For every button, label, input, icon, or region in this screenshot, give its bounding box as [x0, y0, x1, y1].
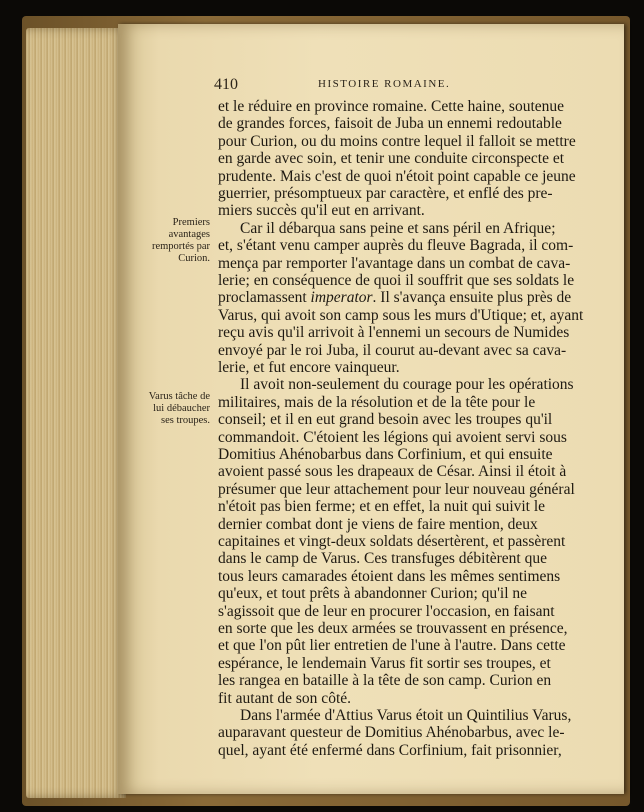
text-line: espérance, le lendemain Varus fit sortir ses troupes, et	[218, 654, 551, 672]
text-line: envoyé par le roi Juba, il courut au-devant avec sa cava-	[218, 341, 567, 359]
text-line: quel, ayant été enfermé dans Corfinium, fait prisonnier,	[218, 741, 562, 759]
page-edges	[26, 28, 126, 798]
text-line: Domitius Ahénobarbus dans Corfinium, et qui ensuite	[218, 446, 553, 463]
text-line: pour Curion, ou du moins contre lequel il falloit se mettre	[218, 132, 576, 150]
text-line: commandoit. C'étoient les légions qui avoient servi sous	[218, 428, 567, 446]
text-line: fit autant de son côté.	[218, 689, 351, 707]
text-line: proclamassent imperator. Il s'avança ensuite plus près de	[218, 289, 572, 307]
text-line: en garde avec soin, et tenir une conduite circonspecte et	[218, 150, 565, 168]
text-line: mença par remporter l'avantage dans un combat de cava-	[218, 254, 571, 272]
text-line: tous leurs camarades étoient dans les mêmes sentimens	[218, 567, 561, 585]
text-line: conseil; et il en eut grand besoin avec les troupes qu'il	[218, 411, 553, 429]
text-line: les rangea en bataille à la tête de son camp. Curion en	[218, 672, 552, 690]
text-line: prudente. Mais c'est de quoi n'étoit point capable ce jeune	[218, 167, 576, 185]
text-line: lerie; en conséquence de quoi il souffrit que ses soldats le	[218, 272, 575, 289]
margin-note-2: Varus tâche de lui débaucher ses troupes.	[148, 391, 210, 426]
running-head-title: HISTOIRE ROMAINE.	[318, 78, 451, 90]
page-number: 410	[214, 76, 238, 93]
book-page	[118, 24, 624, 794]
text-line: dernier combat dont je viens de faire mention, deux	[218, 515, 538, 533]
text-line: reçu avis qu'il arrivoit à l'ennemi un secours de Numides	[218, 324, 570, 342]
text-line: de grandes forces, faisoit de Juba un ennemi redoutable	[218, 115, 562, 133]
text-line: s'agissoit que de leur en procurer l'occasion, en faisant	[218, 602, 555, 620]
text-line: et, s'étant venu camper auprès du fleuve Bagrada, il com-	[218, 237, 574, 255]
text-line: guerrier, présomptueux par caractère, et enflé des pre-	[218, 185, 553, 202]
text-line: en sorte que les deux armées se trouvassent en présence,	[218, 620, 568, 637]
text-line: militaires, mais de la résolution et de la tête pour le	[218, 393, 536, 411]
text-line: Car il débarqua sans peine et sans péril en Afrique;	[240, 219, 556, 237]
text-line: et que l'on pût lier entretien de l'une à l'autre. Dans cette	[218, 637, 566, 655]
text-line: Varus, qui avoit son camp sous les murs d'Utique; et, ayant	[218, 306, 584, 324]
running-head	[214, 76, 594, 96]
text-line: avoient passé sous les drapeaux de César. Ainsi il étoit à	[218, 463, 567, 481]
text-line: Il avoit non-seulement du courage pour les opérations	[240, 376, 574, 394]
text-line: capitaines et vingt-deux soldats désertèrent, et passèrent	[218, 533, 566, 550]
text-line: Dans l'armée d'Attius Varus étoit un Quintilius Varus,	[240, 707, 572, 724]
text-line: miers succès qu'il eut en arrivant.	[218, 202, 425, 220]
text-line: qu'eux, et tout prêts à abandonner Curion; qu'il ne	[218, 585, 528, 603]
text-line: lerie, et fut encore vainqueur.	[218, 359, 400, 376]
text-line: et le réduire en province romaine. Cette haine, soutenue	[218, 98, 565, 115]
text-line: dans le camp de Varus. Ces transfuges débitèrent que	[218, 550, 547, 568]
text-line: présumer que leur attachement pour leur nouveau général	[218, 480, 575, 498]
margin-note-1: Premiers avantages remportés par Curion.	[151, 217, 210, 264]
text-line: auparavant questeur de Domitius Ahénobarbus, avec le-	[218, 724, 565, 742]
text-line: n'étoit pas bien ferme; et en effet, la nuit qui suivit le	[218, 498, 546, 516]
